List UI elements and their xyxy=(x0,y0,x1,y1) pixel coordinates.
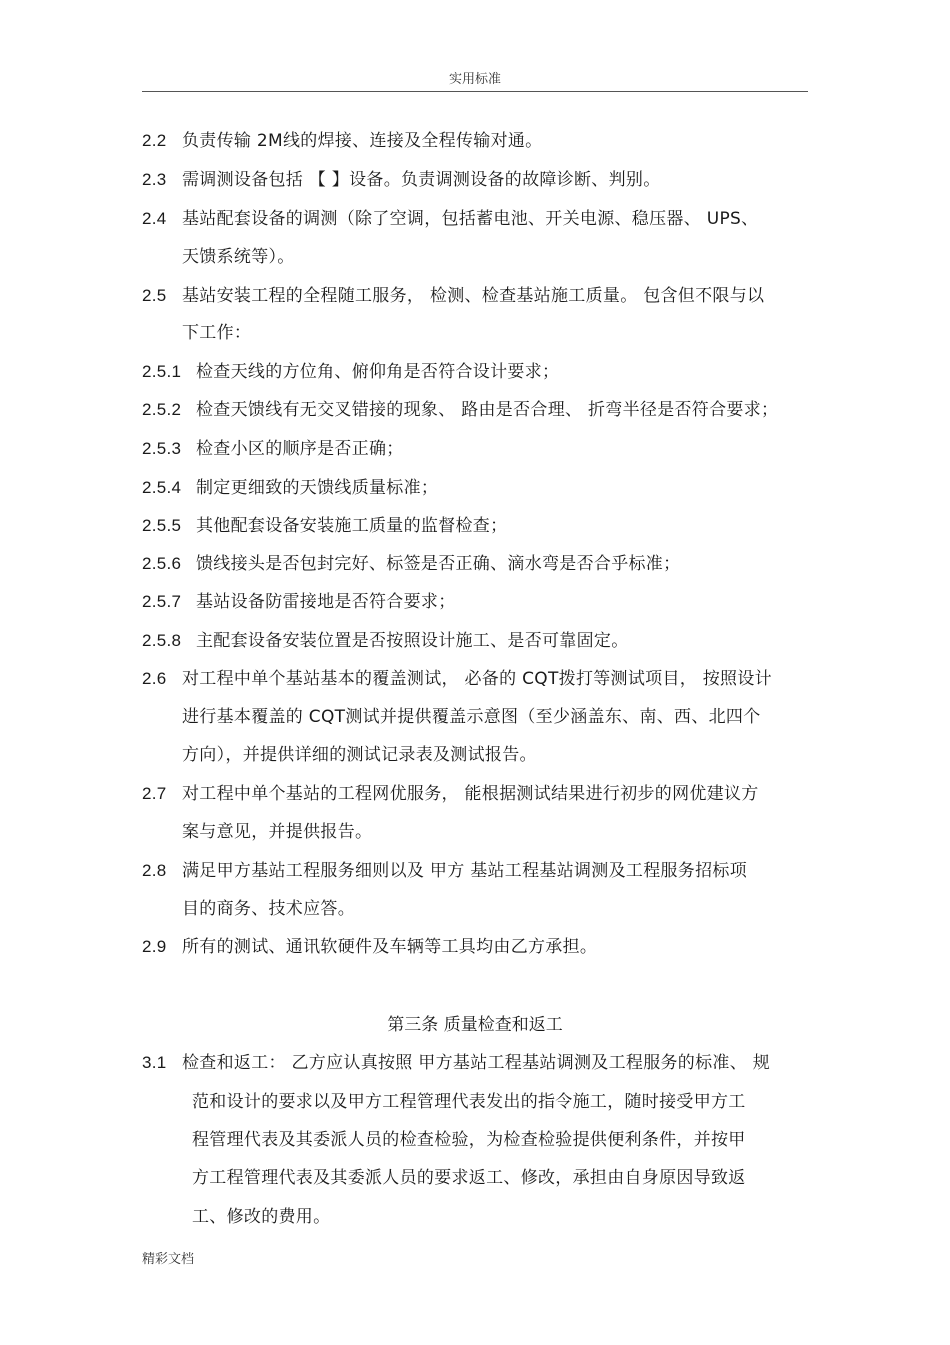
item-number: 2.5.7 xyxy=(142,592,182,611)
item-text: 检查和返工： 乙方应认真按照 甲方基站工程基站调测及工程服务的标准、 规 xyxy=(182,1053,771,1073)
item-2-4 xyxy=(142,208,758,230)
item-number: 2.5.5 xyxy=(142,516,182,535)
item-2-8 xyxy=(142,860,747,882)
item-number: 2.5.4 xyxy=(142,478,182,497)
item-2-5-5 xyxy=(142,515,507,537)
section-heading: 第三条 质量检查和返工 xyxy=(387,1015,563,1035)
item-2-6-continuation-1: 进行基本覆盖的 CQT测试并提供覆盖示意图（至少涵盖东、南、西、北四个 xyxy=(182,707,761,727)
item-text: 检查天馈线有无交叉错接的现象、 路由是否合理、 折弯半径是否符合要求； xyxy=(196,400,779,420)
item-2-3 xyxy=(142,169,661,191)
item-text: 检查小区的顺序是否正确； xyxy=(196,439,404,459)
page-footer: 精彩文档 xyxy=(142,1252,195,1267)
item-2-7 xyxy=(142,783,759,805)
item-2-5-continuation: 下工作： xyxy=(182,323,252,343)
item-text: 制定更细致的天馈线质量标准； xyxy=(196,478,439,498)
item-number: 2.5.8 xyxy=(142,631,182,650)
item-2-5 xyxy=(142,285,764,307)
item-2-8-continuation: 目的商务、技术应答。 xyxy=(182,899,355,919)
item-text: 所有的测试、通讯软硬件及车辆等工具均由乙方承担。 xyxy=(182,937,598,957)
item-3-1-continuation-2: 程管理代表及其委派人员的检查检验，为检查检验提供便利条件，并按甲 xyxy=(192,1130,746,1150)
item-text: 基站安装工程的全程随工服务， 检测、检查基站施工质量。 包含但不限与以 xyxy=(182,286,765,306)
item-text: 基站配套设备的调测（除了空调，包括蓄电池、开关电源、稳压器、 UPS、 xyxy=(182,209,759,229)
item-2-9 xyxy=(142,936,597,958)
item-number: 2.5.6 xyxy=(142,554,182,573)
item-2-5-1 xyxy=(142,361,559,383)
item-2-4-continuation: 天馈系统等）。 xyxy=(182,247,295,267)
header-divider xyxy=(142,91,808,92)
item-2-5-2 xyxy=(142,399,778,421)
item-2-5-8 xyxy=(142,630,629,652)
item-3-1-continuation-3: 方工程管理代表及其委派人员的要求返工、修改，承担由自身原因导致返 xyxy=(192,1168,746,1188)
item-number: 2.7 xyxy=(142,784,167,803)
item-2-5-4 xyxy=(142,477,438,499)
item-text: 基站设备防雷接地是否符合要求； xyxy=(196,592,456,612)
item-number: 2.9 xyxy=(142,937,167,956)
item-number: 3.1 xyxy=(142,1053,167,1072)
item-3-1-continuation-4: 工、修改的费用。 xyxy=(192,1207,331,1227)
item-number: 2.2 xyxy=(142,131,167,150)
item-2-5-3 xyxy=(142,438,404,460)
item-3-1-continuation-1: 范和设计的要求以及甲方工程管理代表发出的指令施工，随时接受甲方工 xyxy=(192,1092,746,1112)
item-2-2 xyxy=(142,130,543,152)
item-number: 2.6 xyxy=(142,669,167,688)
item-text: 满足甲方基站工程服务细则以及 甲方 基站工程基站调测及工程服务招标项 xyxy=(182,861,748,881)
item-2-6-continuation-2: 方向），并提供详细的测试记录表及测试报告。 xyxy=(182,745,537,765)
item-number: 2.3 xyxy=(142,170,167,189)
item-text: 对工程中单个基站的工程网优服务， 能根据测试结果进行初步的网优建议方 xyxy=(182,784,759,804)
item-text: 主配套设备安装位置是否按照设计施工、是否可靠固定。 xyxy=(196,631,629,651)
item-text: 其他配套设备安装施工质量的监督检查； xyxy=(196,516,508,536)
item-text: 馈线接头是否包封完好、标签是否正确、滴水弯是否合乎标准； xyxy=(196,554,681,574)
item-number: 2.5 xyxy=(142,286,167,305)
item-2-7-continuation: 案与意见，并提供报告。 xyxy=(182,822,373,842)
item-number: 2.8 xyxy=(142,861,167,880)
item-2-6 xyxy=(142,668,772,690)
item-number: 2.4 xyxy=(142,209,167,228)
item-number: 2.5.3 xyxy=(142,439,182,458)
item-text: 对工程中单个基站基本的覆盖测试， 必备的 CQT拨打等测试项目， 按照设计 xyxy=(182,669,772,689)
item-number: 2.5.1 xyxy=(142,362,182,381)
item-3-1 xyxy=(142,1052,770,1074)
item-text: 负责传输 2M线的焊接、连接及全程传输对通。 xyxy=(182,131,543,151)
item-text: 检查天线的方位角、俯仰角是否符合设计要求； xyxy=(196,362,560,382)
item-text: 需调测设备包括 【 】设备。负责调测设备的故障诊断、判别。 xyxy=(182,170,661,190)
page-header-title: 实用标准 xyxy=(448,72,501,87)
item-2-5-6 xyxy=(142,553,680,575)
item-number: 2.5.2 xyxy=(142,400,182,419)
item-2-5-7 xyxy=(142,591,456,613)
